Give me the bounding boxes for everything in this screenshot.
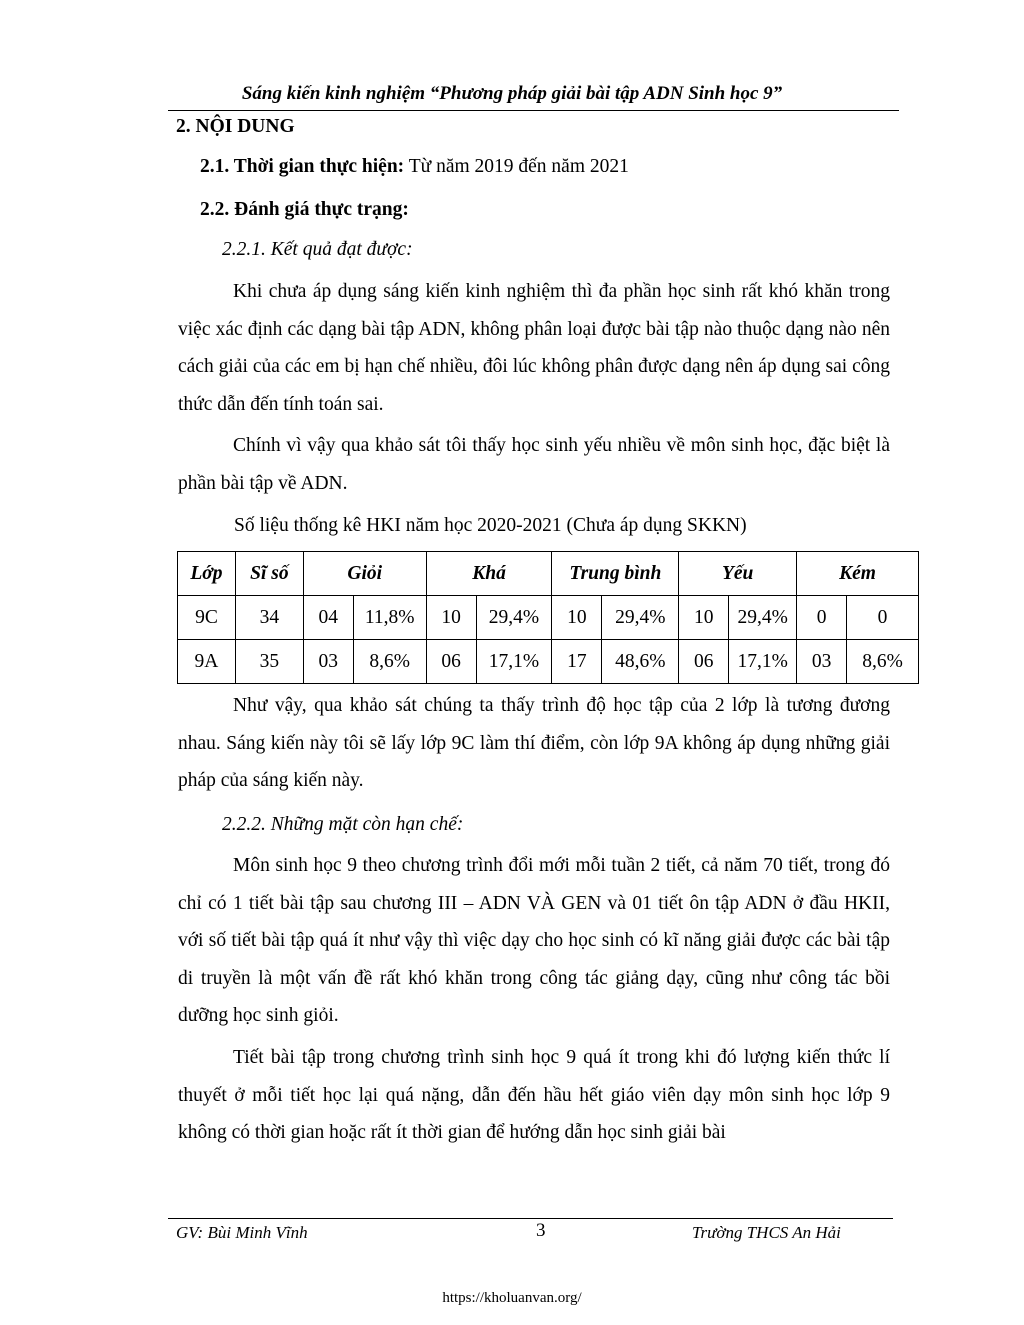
subsection-2-2-2: 2.2.2. Những mặt còn hạn chế: bbox=[222, 814, 464, 835]
column-header: Yếu bbox=[679, 552, 797, 596]
header-divider bbox=[168, 110, 899, 111]
footer-author: GV: Bùi Minh Vĩnh bbox=[176, 1223, 308, 1242]
table-caption: Số liệu thống kê HKI năm học 2020-2021 (Chưa áp dụng SKKN) bbox=[234, 515, 747, 536]
statistics-table bbox=[177, 551, 919, 684]
column-header: Kém bbox=[797, 552, 919, 596]
table-cell: 17,1% bbox=[476, 640, 552, 684]
table-cell: 03 bbox=[797, 640, 847, 684]
table-cell: 17,1% bbox=[729, 640, 797, 684]
subsection-2-1-text: Từ năm 2019 đến năm 2021 bbox=[404, 156, 629, 177]
table-cell: 10 bbox=[552, 596, 602, 640]
table-cell: 0 bbox=[847, 596, 919, 640]
table-cell: 29,4% bbox=[476, 596, 552, 640]
subsection-2-2-label: 2.2. Đánh giá thực trạng: bbox=[200, 199, 409, 220]
column-header: Khá bbox=[426, 552, 552, 596]
table-cell: 03 bbox=[303, 640, 353, 684]
table-cell: 8,6% bbox=[353, 640, 426, 684]
table-cell: 17 bbox=[552, 640, 602, 684]
table-cell: 29,4% bbox=[729, 596, 797, 640]
table-cell: 04 bbox=[303, 596, 353, 640]
table-cell: 0 bbox=[797, 596, 847, 640]
section-heading: 2. NỘI DUNG bbox=[176, 116, 295, 137]
table-cell: 8,6% bbox=[847, 640, 919, 684]
table-cell: 35 bbox=[235, 640, 303, 684]
page-header-title: Sáng kiến kinh nghiệm “Phương pháp giải bài tập ADN Sinh học 9” bbox=[241, 83, 783, 104]
paragraph-4: Môn sinh học 9 theo chương trình đổi mới mỗi tuần 2 tiết, cả năm 70 tiết, trong đó chỉ có 1 tiết bài tập sau chương III – ADN VÀ GEN và 01 tiết ôn tập ADN ở đầu HKII, với số tiết bài tập quá ít như vậy thì việc dạy cho học sinh có kĩ năng giải được các bài tập di truyền là một vấn đề rất khó khăn trong công tác giảng dạy, cũng như công tác bồi dưỡng học sinh giỏi. bbox=[178, 855, 890, 1026]
table-cell: 34 bbox=[235, 596, 303, 640]
table-cell: 9C bbox=[178, 596, 236, 640]
table-cell: 29,4% bbox=[602, 596, 679, 640]
column-header: Lớp bbox=[178, 552, 236, 596]
table-cell: 06 bbox=[426, 640, 476, 684]
table-cell: 11,8% bbox=[353, 596, 426, 640]
table-row bbox=[178, 596, 919, 640]
footer-divider bbox=[168, 1218, 893, 1219]
footer-school: Trường THCS An Hải bbox=[692, 1223, 841, 1242]
subsection-2-1 bbox=[200, 156, 629, 178]
table-cell: 10 bbox=[426, 596, 476, 640]
paragraph-5: Tiết bài tập trong chương trình sinh học 9 quá ít trong khi đó lượng kiến thức lí thuyết ở mỗi tiết học lại quá nặng, dẫn đến hầu hết giáo viên dạy môn sinh học lớp 9 không có thời gian hoặc rất ít thời gian để hướng dẫn học sinh giải bài bbox=[178, 1047, 890, 1143]
table-cell: 10 bbox=[679, 596, 729, 640]
page-number: 3 bbox=[536, 1220, 546, 1241]
table-cell: 06 bbox=[679, 640, 729, 684]
column-header: Trung bình bbox=[552, 552, 679, 596]
subsection-2-2 bbox=[200, 199, 409, 221]
table-row bbox=[178, 640, 919, 684]
paragraph-2: Chính vì vậy qua khảo sát tôi thấy học sinh yếu nhiều về môn sinh học, đặc biệt là phần bài tập về ADN. bbox=[178, 435, 890, 494]
table-header-row bbox=[178, 552, 919, 596]
column-header: Sĩ số bbox=[235, 552, 303, 596]
table-cell: 48,6% bbox=[602, 640, 679, 684]
source-url[interactable]: https://kholuanvan.org/ bbox=[442, 1290, 582, 1306]
column-header: Giỏi bbox=[303, 552, 426, 596]
subsection-2-1-label: 2.1. Thời gian thực hiện: bbox=[200, 156, 405, 177]
paragraph-3: Như vậy, qua khảo sát chúng ta thấy trình độ học tập của 2 lớp là tương đương nhau. Sáng kiến này tôi sẽ lấy lớp 9C làm thí điểm, còn lớp 9A không áp dụng những giải pháp của sáng kiến này. bbox=[178, 695, 890, 791]
subsection-2-2-1: 2.2.1. Kết quả đạt được: bbox=[222, 239, 413, 260]
table-cell: 9A bbox=[178, 640, 236, 684]
paragraph-1: Khi chưa áp dụng sáng kiến kinh nghiệm thì đa phần học sinh rất khó khăn trong việc xác định các dạng bài tập ADN, không phân loại được bài tập nào thuộc dạng nào nên cách giải của các em bị hạn chế nhiều, đôi lúc không phân được dạng nên áp dụng sai công thức dẫn đến tính toán sai. bbox=[178, 281, 890, 415]
